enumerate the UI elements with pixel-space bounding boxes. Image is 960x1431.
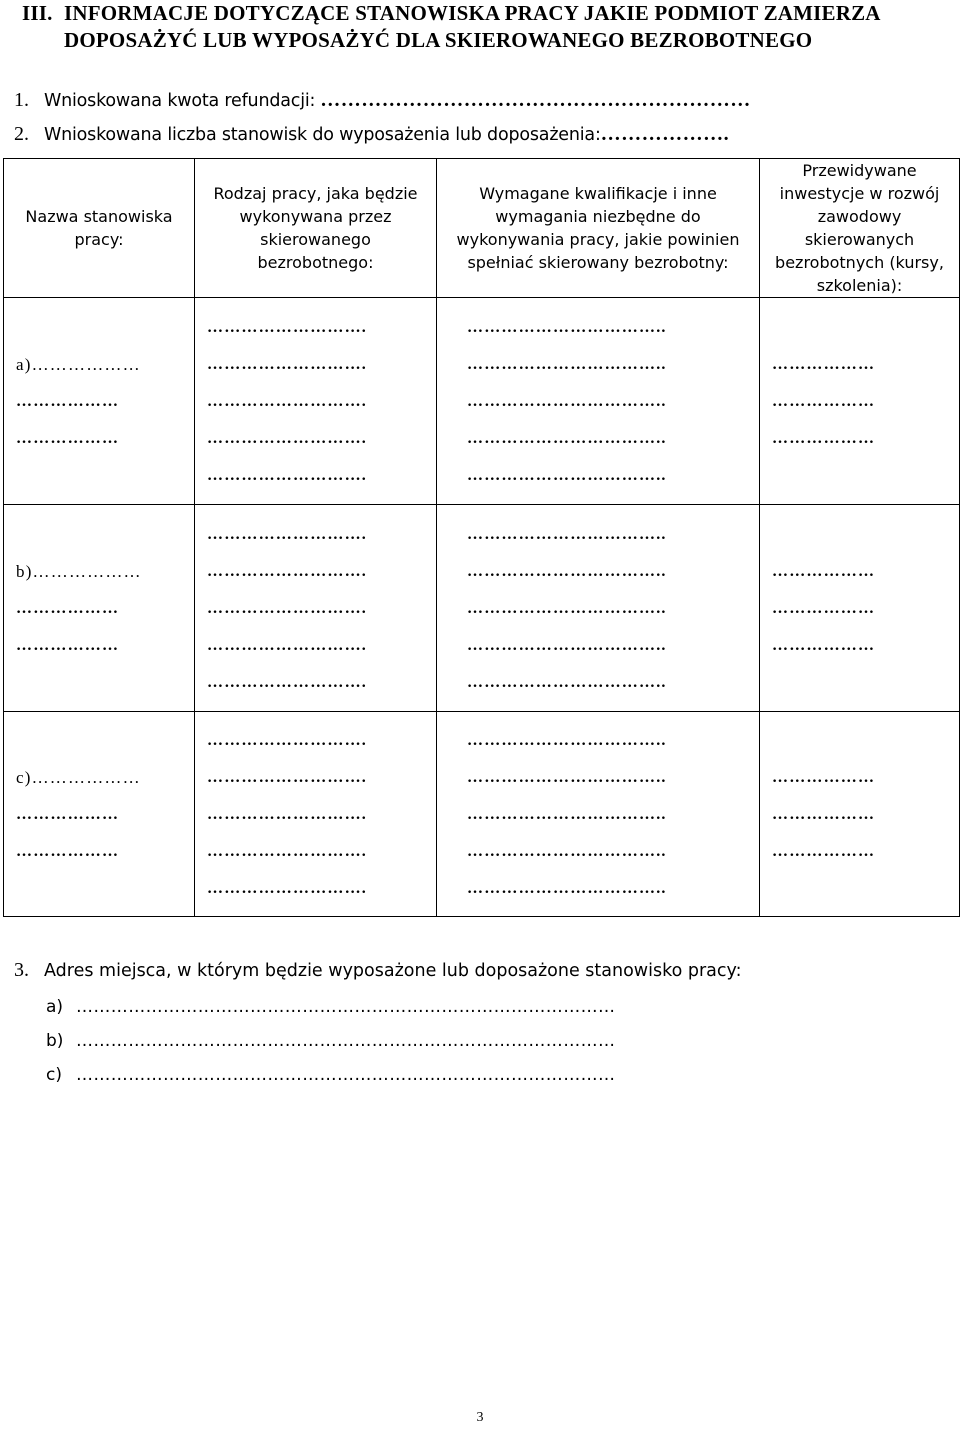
dotted-line: …………………………….. — [467, 805, 667, 823]
dotted-line: ……………… — [772, 429, 876, 447]
dotted-line: ………………………. — [207, 636, 367, 654]
dotted-line: ………………………. — [207, 562, 367, 580]
dotted-line: ………………………. — [207, 805, 367, 823]
fill-in-field[interactable]: ………………………………………………………………………………… — [76, 1065, 616, 1085]
dotted-line: …………………………….. — [467, 768, 667, 786]
dotted-line: …………………………….. — [467, 466, 667, 484]
address-item-label: a) — [46, 997, 64, 1017]
dotted-line: …………………………….. — [467, 636, 667, 654]
cell-work-type[interactable] — [195, 712, 437, 917]
dotted-line: ……………… — [772, 842, 876, 860]
table-row — [4, 505, 960, 712]
header-investments: Przewidywane inwestycje w rozwój zawodowy skierowanych bezrobotnych (kursy, szkolenia): — [760, 159, 960, 298]
address-item-a[interactable] — [46, 995, 615, 1019]
dotted-line: ……………… — [16, 842, 120, 860]
cell-qualifications[interactable] — [437, 298, 760, 505]
dotted-line: ………………………. — [207, 392, 367, 410]
table-row — [4, 298, 960, 505]
cell-work-type[interactable] — [195, 505, 437, 712]
dotted-line: …………………………….. — [467, 879, 667, 897]
cell-position-name[interactable] — [4, 712, 195, 917]
dotted-line: …………………………….. — [467, 429, 667, 447]
row-label-line: c)……………… — [16, 767, 141, 787]
header-position-name: Nazwa stanowiska pracy: — [4, 159, 195, 298]
fill-in-field[interactable]: ……………………………………………………… — [320, 89, 751, 111]
section-title-line2: DOPOSAŻYĆ LUB WYPOSAŻYĆ DLA SKIEROWANEGO BEZROBOTNEGO — [64, 28, 813, 52]
address-question — [14, 958, 944, 983]
question-2 — [14, 122, 729, 147]
dotted-line: ………………………. — [207, 525, 367, 543]
cell-position-name[interactable] — [4, 505, 195, 712]
dotted-line: …………………………….. — [467, 731, 667, 749]
address-item-label: b) — [46, 1031, 64, 1051]
dotted-line: ……………… — [772, 805, 876, 823]
dotted-line: …………………………….. — [467, 599, 667, 617]
dotted-line: ……………… — [772, 768, 876, 786]
address-item-label: c) — [46, 1065, 62, 1085]
dotted-line: ………………………. — [207, 355, 367, 373]
header-qualifications: Wymagane kwalifikacje i inne wymagania niezbędne do wykonywania pracy, jakie powinien spełniać skierowany bezrobotny: — [437, 159, 760, 298]
dotted-line: ……………… — [772, 562, 876, 580]
dotted-line: ………………………. — [207, 768, 367, 786]
dotted-line: ………………………. — [207, 842, 367, 860]
dotted-line: ……………… — [772, 599, 876, 617]
question-label: Wnioskowana kwota refundacji: — [44, 91, 316, 111]
dotted-line: ………………………. — [207, 731, 367, 749]
dotted-line: ……………… — [772, 355, 876, 373]
dotted-line: ……………… — [772, 392, 876, 410]
cell-investments[interactable] — [760, 505, 960, 712]
cell-qualifications[interactable] — [437, 712, 760, 917]
fill-in-field[interactable]: ………………………………………………………………………………… — [76, 1031, 616, 1051]
dotted-line: …………………………….. — [467, 842, 667, 860]
cell-qualifications[interactable] — [437, 505, 760, 712]
dotted-line: ………………………. — [207, 429, 367, 447]
dotted-line: …………………………….. — [467, 392, 667, 410]
address-item-b[interactable] — [46, 1029, 615, 1053]
dotted-line: ………………………. — [207, 466, 367, 484]
page-number: 3 — [476, 1410, 484, 1425]
dotted-line: ……………… — [16, 805, 120, 823]
row-label-line: a)……………… — [16, 354, 141, 374]
dotted-line: …………………………….. — [467, 355, 667, 373]
dotted-line: …………………………….. — [467, 525, 667, 543]
question-number: 1. — [14, 89, 29, 111]
fill-in-field[interactable]: ………………. — [600, 123, 730, 145]
address-label: Adres miejsca, w którym będzie wyposażone lub doposażone stanowisko pracy: — [44, 961, 742, 981]
header-work-type: Rodzaj pracy, jaka będzie wykonywana przez skierowanego bezrobotnego: — [195, 159, 437, 298]
dotted-line: ………………………. — [207, 599, 367, 617]
dotted-line: ……………… — [16, 636, 120, 654]
cell-investments[interactable] — [760, 298, 960, 505]
dotted-line: …………………………….. — [467, 562, 667, 580]
positions-table — [3, 158, 960, 917]
dotted-line: ……………… — [16, 599, 120, 617]
question-1 — [14, 88, 751, 113]
dotted-line: ……………… — [772, 636, 876, 654]
section-title-line1: INFORMACJE DOTYCZĄCE STANOWISKA PRACY JAKIE PODMIOT ZAMIERZA — [64, 1, 881, 25]
dotted-line: ………………………. — [207, 673, 367, 691]
dotted-line: …………………………….. — [467, 318, 667, 336]
address-item-c[interactable] — [46, 1063, 615, 1087]
section-heading — [22, 0, 952, 54]
table-row — [4, 712, 960, 917]
fill-in-field[interactable]: ………………………………………………………………………………… — [76, 997, 616, 1017]
dotted-line: ……………… — [16, 429, 120, 447]
cell-investments[interactable] — [760, 712, 960, 917]
dotted-line: ………………………. — [207, 879, 367, 897]
section-number: III. — [22, 1, 53, 25]
dotted-line: ………………………. — [207, 318, 367, 336]
table-header-row — [4, 159, 960, 298]
row-label-line: b)……………… — [16, 561, 142, 581]
question-number: 2. — [14, 123, 29, 145]
dotted-line: ……………… — [16, 392, 120, 410]
cell-work-type[interactable] — [195, 298, 437, 505]
question-label: Wnioskowana liczba stanowisk do wyposażenia lub doposażenia: — [44, 125, 601, 145]
dotted-line: …………………………….. — [467, 673, 667, 691]
question-number: 3. — [14, 959, 29, 981]
cell-position-name[interactable] — [4, 298, 195, 505]
